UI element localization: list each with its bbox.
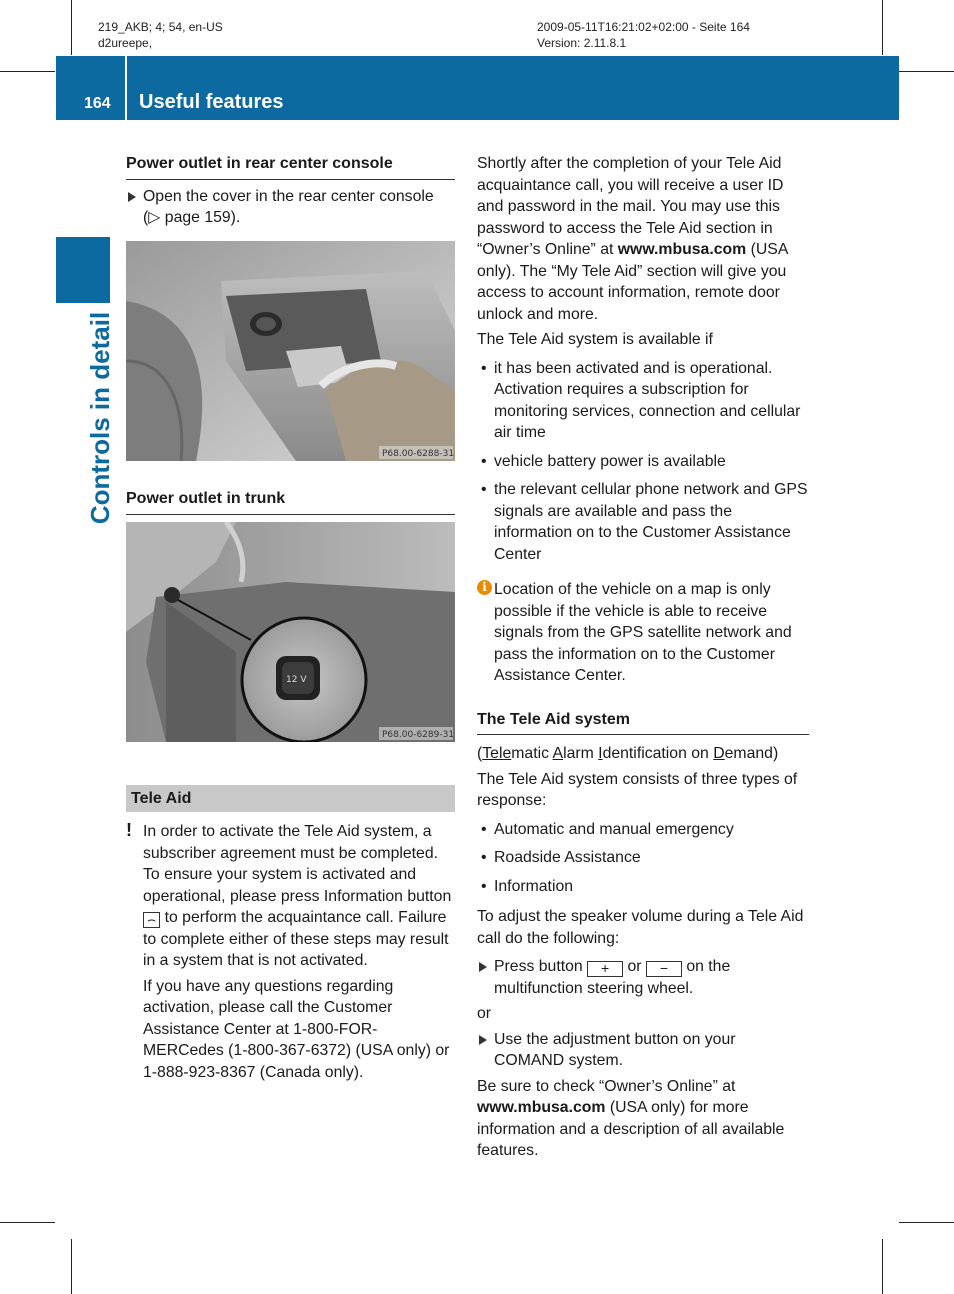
para5-text-b: (USA only) for more information and a description of all available features. [477, 1099, 785, 1159]
response-list [477, 819, 809, 898]
step-text: Open the cover in the rear center console [143, 187, 434, 205]
acronym-part: emand) [724, 745, 779, 762]
right-column [477, 153, 809, 1162]
left-column-2 [126, 488, 455, 515]
paragraph-owners-online [477, 1076, 809, 1162]
left-column [126, 153, 455, 229]
step-text: Press button [494, 958, 583, 975]
list-item: • Information [477, 876, 809, 898]
meta-version: Version: 2.11.8.1 [537, 36, 627, 50]
list-item: • vehicle battery power is available [477, 451, 809, 473]
paragraph-availability: The Tele Aid system is available if [477, 331, 713, 348]
crop-mark [0, 1222, 55, 1223]
instruction-step [477, 1029, 809, 1072]
print-meta-right [537, 19, 750, 51]
crop-mark [882, 0, 883, 55]
mbusa-link[interactable]: www.mbusa.com [477, 1099, 606, 1116]
meta-doc-id: 219_AKB; 4; 54, en-US [98, 20, 223, 34]
header-divider [125, 56, 127, 120]
left-column-3 [126, 821, 458, 1083]
minus-button-icon: − [646, 961, 682, 977]
acronym-part: Tele [482, 745, 512, 762]
para5-text-a: Be sure to check “Owner’s Online” at [477, 1077, 736, 1095]
crop-mark [71, 1239, 72, 1294]
crop-mark [0, 71, 55, 72]
meta-author: d2ureepe, [98, 36, 153, 50]
para1-text-a: Shortly after the completion of your Tele Aid acquaintance call, you will receive a user ID and password in the mail. You may use this password to access the Tele Aid section in “Owner’s Online” at [477, 155, 784, 258]
step-text: Use the adjustment button on your COMAND system. [494, 1030, 736, 1069]
page-reference[interactable]: (▷ page 159). [143, 209, 241, 226]
acronym-part: I [598, 745, 603, 762]
crop-mark [882, 1239, 883, 1294]
section-heading-tele-aid-system: The Tele Aid system [477, 709, 809, 736]
information-button-icon: ⌢ [143, 912, 160, 928]
warning-text-b: to perform the acquaintance call. Failure to complete either of these steps may result in a system that is not activated. [143, 909, 449, 969]
availability-list [477, 358, 809, 566]
instruction-step [477, 956, 809, 999]
photo-rear-console-outlet [126, 241, 455, 461]
para1-text-b: (USA only). The “My Tele Aid” section will give you access to account information, remote door unlock and more. [477, 241, 788, 323]
step-text: or [627, 958, 642, 975]
list-item: • Automatic and manual emergency [477, 819, 809, 841]
info-text: Location of the vehicle on a map is only possible if the vehicle is able to receive signals from the GPS satellite network and pass the information on to the Customer Assistance Center. [494, 581, 792, 684]
section-heading-rear-console: Power outlet in rear center console [126, 153, 455, 180]
warning-block [126, 821, 458, 972]
print-meta-left [98, 19, 223, 51]
list-item: • Roadside Assistance [477, 847, 809, 869]
photo-code: P68.00-6288-31 [382, 449, 455, 459]
paragraph-user-id [477, 153, 809, 325]
page-number: 164 [84, 95, 111, 112]
step-text: on the multifunction steering wheel. [494, 958, 731, 997]
mbusa-link[interactable]: www.mbusa.com [617, 241, 747, 258]
crop-mark [71, 0, 72, 55]
list-item: • it has been activated and is operational. Activation requires a subscription for monitoring services, connection and cellular air time [477, 358, 809, 444]
page-title: Useful features [139, 91, 284, 113]
acronym-part: A [552, 745, 564, 762]
instruction-step [126, 186, 455, 229]
info-block [477, 579, 809, 687]
acronym-part: ( [477, 745, 483, 762]
acronym-part: matic [511, 745, 553, 762]
trunk-illustration [126, 522, 455, 742]
section-band-tele-aid: Tele Aid [126, 785, 455, 812]
rear-console-illustration [126, 241, 455, 461]
acronym-line [477, 743, 809, 765]
exclamation-icon: ! [126, 820, 132, 840]
info-icon: i [477, 580, 492, 595]
section-heading-trunk: Power outlet in trunk [126, 488, 455, 515]
warning-text-a: In order to activate the Tele Aid system, a subscriber agreement must be completed. To ensure your system is activated and operational, please press Information button [143, 823, 452, 905]
acronym-part: dentification on [602, 745, 714, 762]
acronym-part: D [713, 745, 725, 762]
plus-button-icon: + [587, 961, 623, 977]
meta-timestamp: 2009-05-11T16:21:02+02:00 - Seite 164 [537, 20, 750, 34]
paragraph-response-types: The Tele Aid system consists of three types of response: [477, 770, 798, 809]
acronym-part: larm [563, 745, 599, 762]
photo-trunk-outlet [126, 522, 455, 742]
photo-code: P68.00-6289-31 [382, 730, 455, 740]
side-section-label: Controls in detail [85, 311, 115, 525]
paragraph-volume: To adjust the speaker volume during a Tele Aid call do the following: [477, 908, 804, 947]
crop-mark [899, 1222, 954, 1223]
or-text: or [477, 1005, 492, 1022]
list-item: • the relevant cellular phone network and GPS signals are available and pass the information on to the Customer Assistance Center [477, 479, 809, 565]
crop-mark [899, 71, 954, 72]
outlet-voltage-label: 12 V [286, 675, 307, 685]
contact-paragraph: If you have any questions regarding activation, please call the Customer Assistance Center at 1-800-FOR-MERCedes (1-800-367-6372) (USA only) or 1-888-923-8367 (Canada only). [143, 977, 450, 1081]
